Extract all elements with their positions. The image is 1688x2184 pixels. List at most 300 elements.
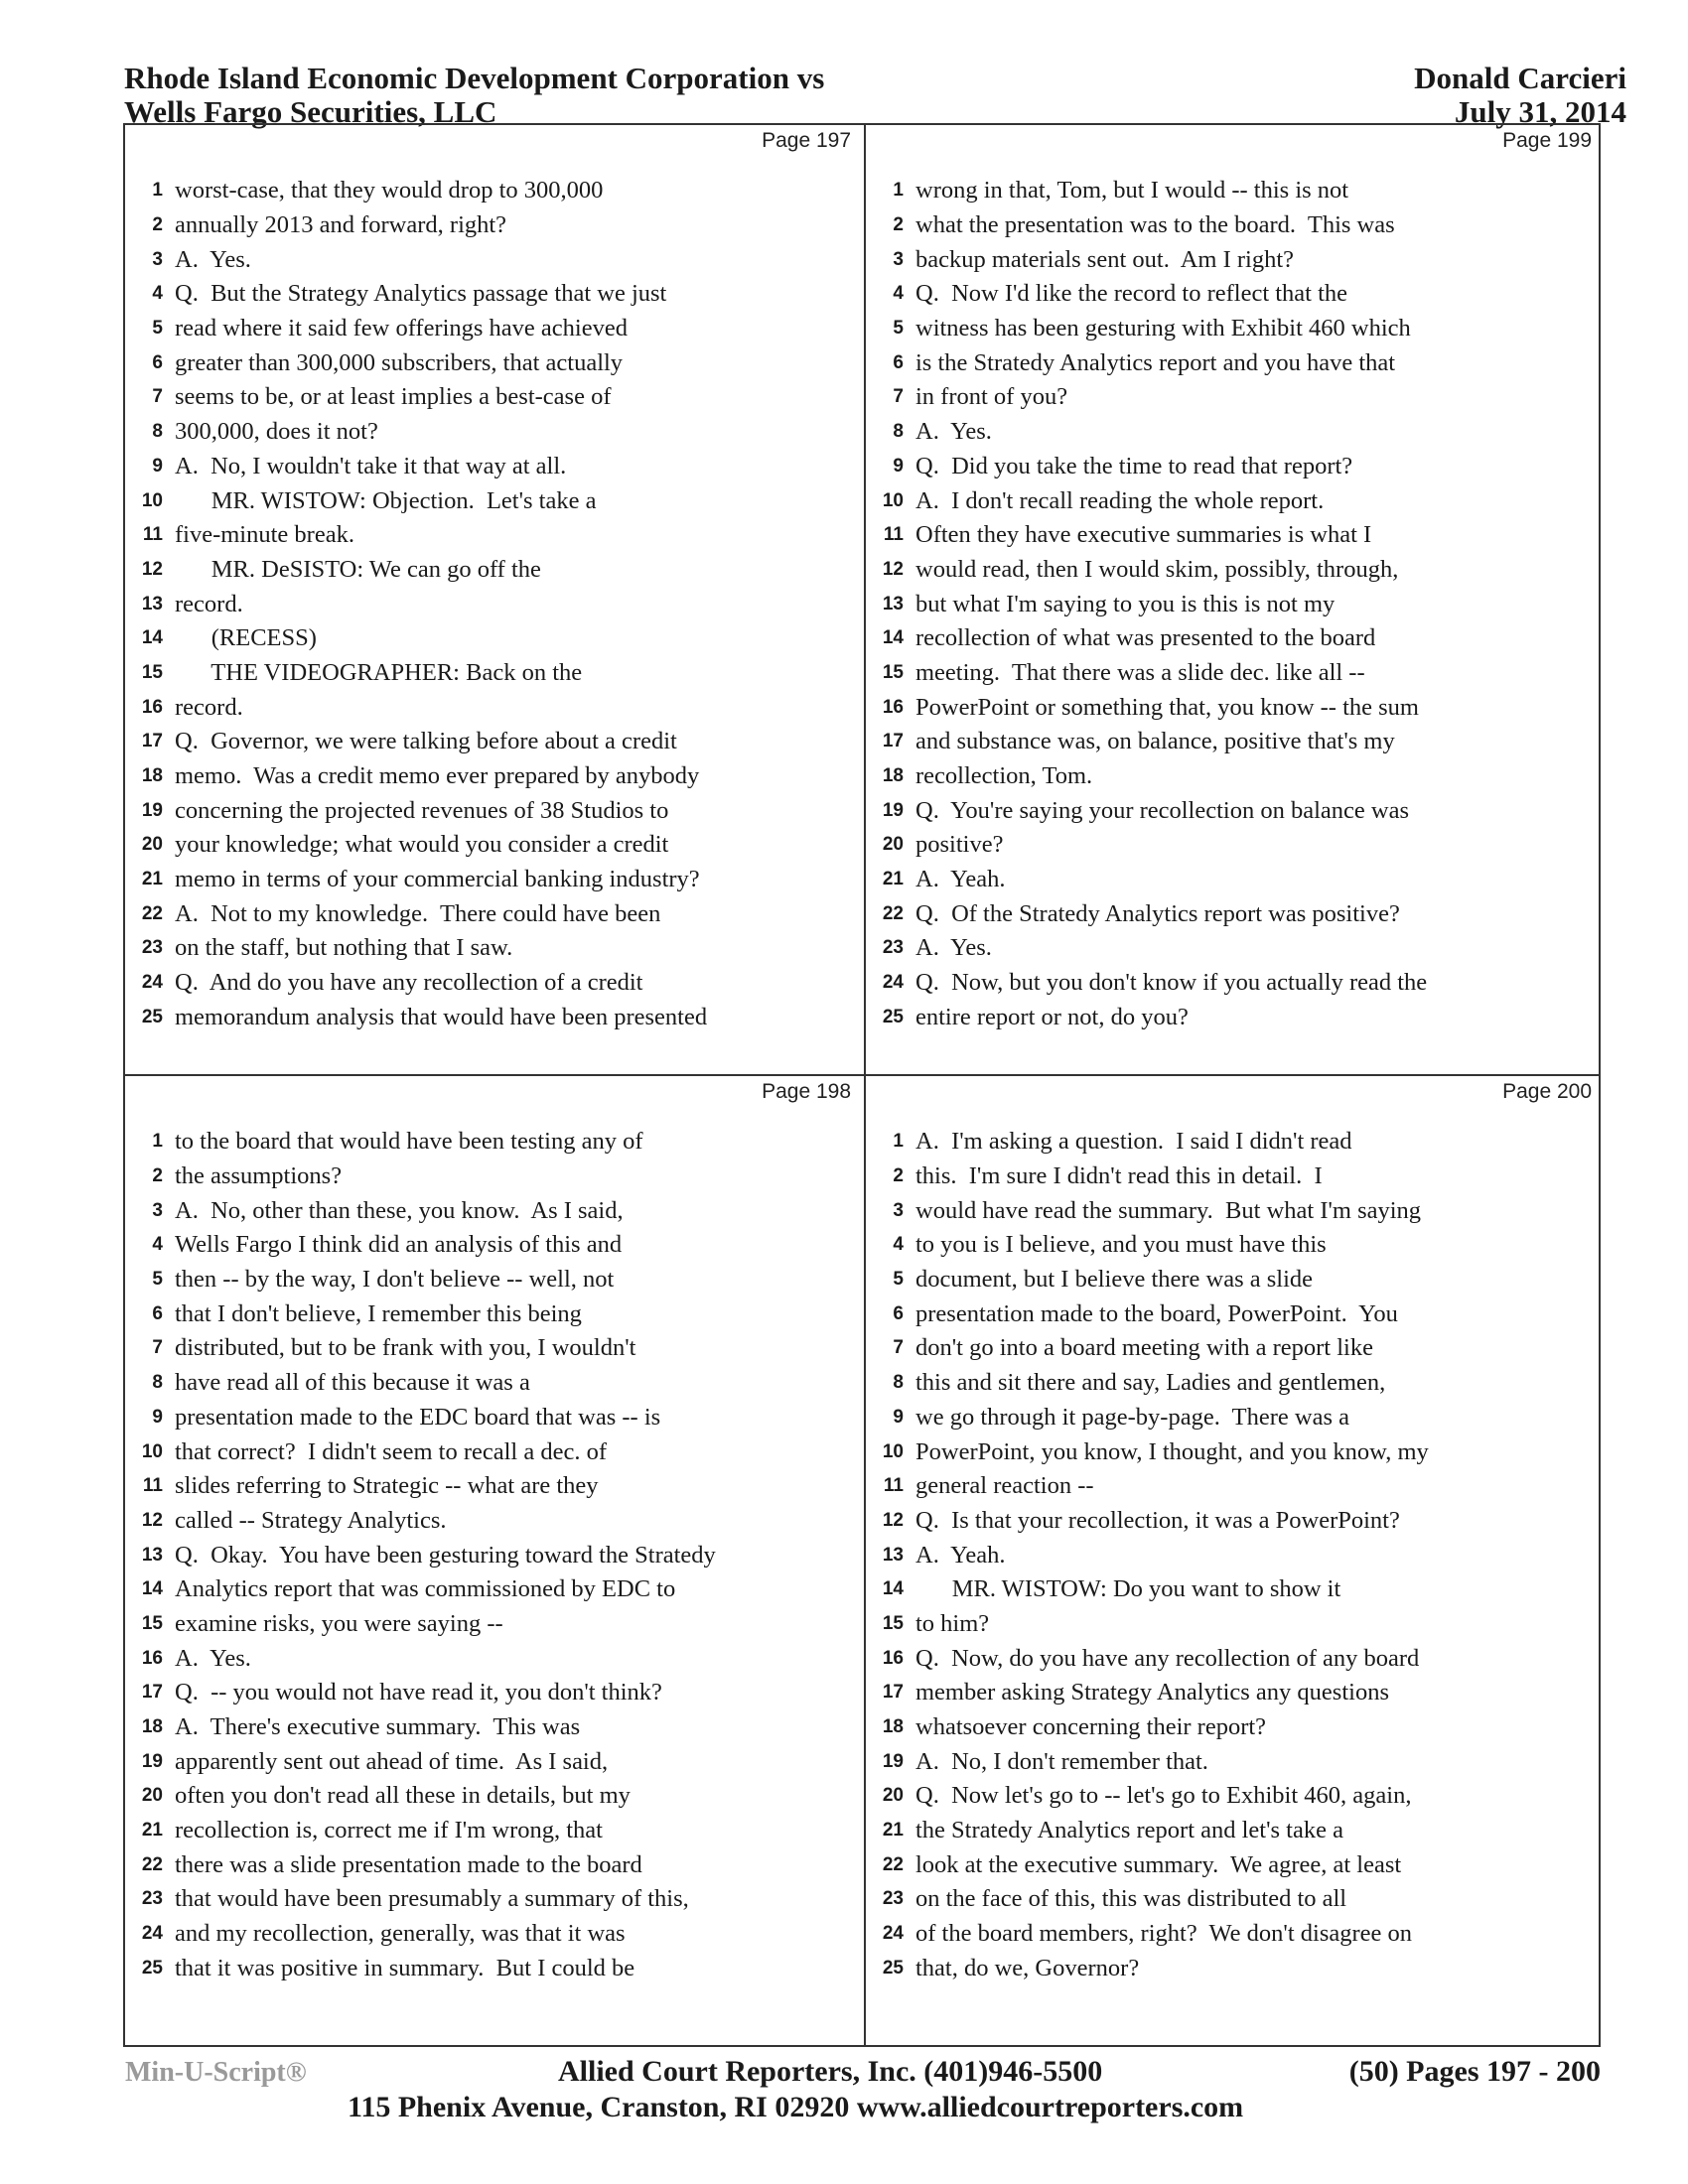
line-number: 20 — [141, 834, 163, 856]
transcript-line — [866, 415, 1604, 450]
line-number: 12 — [141, 1509, 163, 1531]
line-text: on the staff, but nothing that I saw. — [175, 934, 513, 962]
transcript-line — [125, 415, 863, 450]
line-number: 7 — [152, 1337, 163, 1359]
line-text: MR. DeSISTO: We can go off the — [175, 555, 541, 583]
case-caption — [124, 62, 824, 129]
line-text: and my recollection, generally, was that it was — [175, 1920, 626, 1948]
line-number: 1 — [893, 1131, 904, 1153]
line-text: look at the executive summary. We agree, at least — [915, 1850, 1402, 1878]
line-text: that would have been presumably a summary of this, — [175, 1885, 689, 1913]
transcript-line — [125, 1469, 863, 1504]
line-text: that, do we, Governor? — [915, 1954, 1140, 1981]
transcript-line — [866, 1366, 1604, 1401]
line-text: entire report or not, do you? — [915, 1003, 1189, 1030]
line-number: 23 — [141, 937, 163, 959]
line-number: 23 — [882, 937, 904, 959]
deposition-info — [1414, 62, 1626, 129]
line-number: 2 — [152, 214, 163, 236]
line-text: backup materials sent out. Am I right? — [915, 245, 1295, 273]
line-number: 10 — [882, 489, 904, 511]
line-number: 17 — [141, 731, 163, 752]
transcript-line — [866, 656, 1604, 691]
line-number: 23 — [141, 1888, 163, 1910]
line-number: 25 — [882, 1006, 904, 1027]
line-text: THE VIDEOGRAPHER: Back on the — [175, 658, 583, 686]
line-number: 8 — [893, 1372, 904, 1394]
transcript-line — [125, 828, 863, 863]
transcript-line — [866, 896, 1604, 931]
line-text: five-minute break. — [175, 521, 354, 549]
line-text: don't go into a board meeting with a report like — [915, 1334, 1373, 1362]
transcript-page — [866, 1076, 1604, 2025]
line-number: 24 — [141, 972, 163, 994]
line-text: Q. Okay. You have been gesturing toward the Stratedy — [175, 1541, 716, 1569]
line-text: would have read the summary. But what I'm saying — [915, 1196, 1422, 1224]
transcript-line — [125, 1331, 863, 1366]
line-number: 21 — [882, 1820, 904, 1842]
line-number: 16 — [882, 1647, 904, 1669]
line-number: 6 — [893, 1302, 904, 1324]
page-number-label: Page 200 — [1502, 1080, 1592, 1103]
transcript-line — [866, 1710, 1604, 1745]
line-number: 25 — [141, 1006, 163, 1027]
line-text: Q. And do you have any recollection of a credit — [175, 969, 643, 997]
transcript-line — [866, 553, 1604, 588]
footer-address: 115 Phenix Avenue, Cranston, RI 02920 www.alliedcourtreporters.com — [348, 2091, 1244, 2123]
line-number: 25 — [141, 1957, 163, 1979]
line-number: 3 — [893, 248, 904, 270]
line-text: to the board that would have been testing any of — [175, 1128, 643, 1156]
line-text: worst-case, that they would drop to 300,000 — [175, 177, 604, 205]
line-text: greater than 300,000 subscribers, that actually — [175, 348, 624, 376]
line-text: on the face of this, this was distributed to all — [915, 1885, 1347, 1913]
transcript-line — [866, 1744, 1604, 1779]
line-text: wrong in that, Tom, but I would -- this is not — [915, 177, 1349, 205]
line-text: A. Yes. — [175, 1644, 251, 1672]
line-number: 17 — [882, 1682, 904, 1704]
transcript-line — [125, 345, 863, 380]
line-number: 21 — [141, 869, 163, 890]
transcript-line — [125, 1572, 863, 1607]
transcript-line — [866, 1641, 1604, 1676]
line-text: called -- Strategy Analytics. — [175, 1506, 447, 1534]
line-text: that I don't believe, I remember this being — [175, 1299, 582, 1327]
line-number: 15 — [882, 1612, 904, 1634]
transcript-line — [125, 1434, 863, 1469]
line-number: 4 — [152, 283, 163, 305]
transcript-line — [866, 725, 1604, 759]
transcript-line — [125, 1297, 863, 1331]
transcript-line — [125, 759, 863, 794]
page-number-label: Page 198 — [762, 1080, 851, 1103]
line-text: there was a slide presentation made to the board — [175, 1850, 642, 1878]
line-text: A. Yeah. — [915, 1541, 1006, 1569]
line-number: 24 — [141, 1923, 163, 1945]
line-text: to you is I believe, and you must have this — [915, 1231, 1327, 1259]
line-text: Q. Now, do you have any recollection of any board — [915, 1644, 1420, 1672]
line-text: memo in terms of your commercial banking industry? — [175, 866, 700, 893]
transcript-line — [125, 174, 863, 208]
line-number: 22 — [882, 902, 904, 924]
line-text: A. No, I wouldn't take it that way at all. — [175, 452, 567, 479]
line-number: 22 — [882, 1853, 904, 1875]
transcript-line — [866, 1001, 1604, 1035]
line-text: the Stratedy Analytics report and let's take a — [915, 1817, 1343, 1844]
line-number: 15 — [141, 1612, 163, 1634]
line-text: A. Not to my knowledge. There could have been — [175, 899, 661, 927]
line-number: 23 — [882, 1888, 904, 1910]
transcript-page — [125, 125, 863, 1074]
transcript-line — [125, 656, 863, 691]
transcript-line — [125, 1814, 863, 1848]
line-number: 1 — [893, 180, 904, 202]
line-text: your knowledge; what would you consider a credit — [175, 831, 669, 859]
line-number: 9 — [152, 455, 163, 477]
line-text: this and sit there and say, Ladies and gentlemen, — [915, 1369, 1386, 1397]
line-number: 20 — [882, 1785, 904, 1807]
line-text: and substance was, on balance, positive that's my — [915, 728, 1395, 755]
line-number: 7 — [152, 386, 163, 408]
transcript-line — [866, 208, 1604, 243]
line-number: 8 — [152, 421, 163, 443]
line-text: the assumptions? — [175, 1162, 343, 1190]
transcript-line — [866, 277, 1604, 312]
line-text: Q. Is that your recollection, it was a PowerPoint? — [915, 1506, 1400, 1534]
line-number: 1 — [152, 1131, 163, 1153]
transcript-lines — [125, 174, 863, 1034]
line-number: 8 — [152, 1372, 163, 1394]
transcript-line — [866, 1193, 1604, 1228]
line-text: MR. WISTOW: Objection. Let's take a — [175, 486, 597, 514]
line-text: distributed, but to be frank with you, I wouldn't — [175, 1334, 636, 1362]
line-text: record. — [175, 693, 243, 721]
line-number: 24 — [882, 1923, 904, 1945]
transcript-line — [125, 450, 863, 484]
line-text: MR. WISTOW: Do you want to show it — [915, 1575, 1341, 1603]
transcript-line — [866, 1125, 1604, 1160]
transcript-line — [866, 1331, 1604, 1366]
line-text: record. — [175, 590, 243, 617]
line-text: memorandum analysis that would have been presented — [175, 1003, 708, 1030]
line-text: recollection, Tom. — [915, 762, 1093, 790]
transcript-line — [125, 966, 863, 1001]
line-text: Q. Now I'd like the record to reflect that the — [915, 280, 1348, 308]
transcript-line — [125, 931, 863, 966]
line-number: 7 — [893, 1337, 904, 1359]
line-number: 10 — [141, 1440, 163, 1462]
line-text: is the Stratedy Analytics report and you have that — [915, 348, 1396, 376]
line-text: PowerPoint, you know, I thought, and you know, my — [915, 1437, 1429, 1465]
line-number: 15 — [141, 661, 163, 683]
line-number: 25 — [882, 1957, 904, 1979]
line-text: Q. Now, but you don't know if you actually read the — [915, 969, 1428, 997]
line-text: 300,000, does it not? — [175, 418, 378, 446]
line-text: Q. Now let's go to -- let's go to Exhibit 460, again, — [915, 1782, 1412, 1810]
transcript-line — [866, 1607, 1604, 1642]
transcript-line — [125, 312, 863, 346]
transcript-line — [866, 863, 1604, 897]
line-text: Wells Fargo I think did an analysis of this and — [175, 1231, 623, 1259]
line-text: positive? — [915, 831, 1004, 859]
line-number: 14 — [141, 627, 163, 649]
transcript-line — [866, 587, 1604, 621]
transcript-line — [125, 1160, 863, 1194]
case-title-line2: Wells Fargo Securities, LLC — [124, 94, 497, 129]
transcript-line — [125, 1228, 863, 1263]
line-text: general reaction -- — [915, 1472, 1094, 1500]
transcript-line — [866, 1469, 1604, 1504]
line-number: 19 — [882, 1750, 904, 1772]
line-number: 19 — [141, 799, 163, 821]
footer-page-range: (50) Pages 197 - 200 — [1348, 2055, 1601, 2088]
page-number-label: Page 199 — [1502, 129, 1592, 152]
transcript-line — [125, 896, 863, 931]
line-number: 18 — [141, 765, 163, 787]
transcript-line — [866, 1401, 1604, 1435]
line-text: A. Yeah. — [915, 866, 1006, 893]
transcript-line — [866, 1676, 1604, 1710]
line-text: member asking Strategy Analytics any questions — [915, 1679, 1389, 1706]
line-text: Q. Did you take the time to read that report? — [915, 452, 1353, 479]
line-number: 24 — [882, 972, 904, 994]
line-number: 5 — [152, 318, 163, 340]
page-number-label: Page 197 — [762, 129, 851, 152]
line-text: PowerPoint or something that, you know -- the sum — [915, 693, 1419, 721]
line-number: 5 — [893, 318, 904, 340]
line-number: 14 — [141, 1578, 163, 1600]
line-number: 21 — [882, 869, 904, 890]
line-text: then -- by the way, I don't believe -- well, not — [175, 1266, 615, 1294]
transcript-line — [125, 1401, 863, 1435]
transcript-line — [125, 1847, 863, 1882]
line-text: slides referring to Strategic -- what are they — [175, 1472, 599, 1500]
line-number: 18 — [882, 765, 904, 787]
line-text: that it was positive in summary. But I could be — [175, 1954, 635, 1981]
line-number: 11 — [142, 1475, 163, 1497]
line-text: apparently sent out ahead of time. As I said, — [175, 1747, 609, 1775]
line-number: 4 — [893, 1234, 904, 1256]
line-text: presentation made to the board, PowerPoint. You — [915, 1299, 1398, 1327]
line-text: have read all of this because it was a — [175, 1369, 530, 1397]
line-number: 9 — [893, 1406, 904, 1428]
line-number: 3 — [152, 248, 163, 270]
line-number: 18 — [882, 1716, 904, 1738]
transcript-line — [866, 242, 1604, 277]
transcript-line — [866, 1297, 1604, 1331]
line-text: read where it said few offerings have achieved — [175, 315, 628, 342]
line-text: annually 2013 and forward, right? — [175, 211, 507, 239]
line-text: (RECESS) — [175, 624, 317, 652]
line-number: 13 — [882, 593, 904, 614]
line-number: 22 — [141, 1853, 163, 1875]
line-text: of the board members, right? We don't disagree on — [915, 1920, 1413, 1948]
line-text: would read, then I would skim, possibly, through, — [915, 555, 1399, 583]
line-number: 22 — [141, 902, 163, 924]
transcript-line — [125, 208, 863, 243]
line-text: Analytics report that was commissioned by EDC to — [175, 1575, 676, 1603]
witness-name: Donald Carcieri — [1414, 61, 1626, 95]
line-text: but what I'm saying to you is this is not my — [915, 590, 1336, 617]
line-text: A. I'm asking a question. I said I didn't read — [915, 1128, 1352, 1156]
line-text: in front of you? — [915, 383, 1068, 411]
transcript-line — [125, 1917, 863, 1952]
transcript-page — [866, 125, 1604, 1074]
transcript-line — [866, 1779, 1604, 1814]
transcript-line — [866, 380, 1604, 415]
transcript-line — [866, 450, 1604, 484]
line-text: document, but I believe there was a slide — [915, 1266, 1314, 1294]
line-number: 11 — [142, 524, 163, 546]
transcript-line — [866, 174, 1604, 208]
transcript-line — [866, 345, 1604, 380]
line-number: 2 — [893, 214, 904, 236]
line-number: 13 — [882, 1544, 904, 1566]
transcript-line — [866, 621, 1604, 656]
line-number: 9 — [152, 1406, 163, 1428]
transcript-line — [866, 1263, 1604, 1297]
line-number: 12 — [882, 1509, 904, 1531]
transcript-line — [866, 793, 1604, 828]
line-number: 13 — [141, 1544, 163, 1566]
line-number: 15 — [882, 661, 904, 683]
transcript-line — [125, 380, 863, 415]
transcript-line — [125, 1744, 863, 1779]
transcript-line — [125, 242, 863, 277]
line-number: 14 — [882, 1578, 904, 1600]
line-number: 10 — [141, 489, 163, 511]
transcript-line — [125, 1001, 863, 1035]
line-number: 4 — [893, 283, 904, 305]
line-text: Q. Governor, we were talking before about a credit — [175, 728, 677, 755]
transcript-line — [866, 1847, 1604, 1882]
transcript-line — [866, 1160, 1604, 1194]
line-text: examine risks, you were saying -- — [175, 1609, 503, 1637]
line-text: A. No, I don't remember that. — [915, 1747, 1208, 1775]
transcript-line — [125, 1125, 863, 1160]
transcript-line — [866, 1952, 1604, 1986]
line-number: 13 — [141, 593, 163, 614]
transcript-line — [125, 1607, 863, 1642]
line-number: 6 — [152, 1302, 163, 1324]
line-text: Q. -- you would not have read it, you don't think? — [175, 1679, 662, 1706]
transcript-line — [125, 793, 863, 828]
transcript-line — [866, 1504, 1604, 1539]
line-number: 19 — [882, 799, 904, 821]
line-text: to him? — [915, 1609, 990, 1637]
transcript-line — [866, 1228, 1604, 1263]
line-number: 8 — [893, 421, 904, 443]
line-number: 11 — [883, 524, 904, 546]
line-text: Often they have executive summaries is what I — [915, 521, 1372, 549]
transcript-line — [125, 1193, 863, 1228]
line-number: 12 — [141, 558, 163, 580]
transcript-line — [125, 1504, 863, 1539]
line-text: this. I'm sure I didn't read this in detail. I — [915, 1162, 1323, 1190]
line-number: 20 — [882, 834, 904, 856]
line-text: memo. Was a credit memo ever prepared by anybody — [175, 762, 700, 790]
line-text: A. Yes. — [915, 418, 992, 446]
line-text: often you don't read all these in details, but my — [175, 1782, 631, 1810]
transcript-line — [866, 1882, 1604, 1917]
transcript-line — [125, 483, 863, 518]
transcript-line — [866, 828, 1604, 863]
case-title-line1: Rhode Island Economic Development Corporation vs — [124, 61, 825, 95]
transcript-line — [866, 931, 1604, 966]
transcript-grid — [123, 123, 1601, 2047]
line-text: what the presentation was to the board. This was — [915, 211, 1395, 239]
transcript-line — [866, 518, 1604, 553]
transcript-lines — [866, 174, 1604, 1034]
line-number: 12 — [882, 558, 904, 580]
line-text: meeting. That there was a slide dec. like all -- — [915, 658, 1365, 686]
transcript-line — [125, 1882, 863, 1917]
transcript-line — [125, 690, 863, 725]
transcript-lines — [125, 1125, 863, 1985]
footer-brand: Min-U-Script® — [125, 2057, 307, 2088]
line-text: that correct? I didn't seem to recall a dec. of — [175, 1437, 607, 1465]
transcript-line — [125, 553, 863, 588]
transcript-line — [125, 1263, 863, 1297]
line-text: A. I don't recall reading the whole report. — [915, 486, 1325, 514]
transcript-line — [866, 1434, 1604, 1469]
transcript-line — [866, 690, 1604, 725]
line-number: 2 — [152, 1165, 163, 1187]
line-number: 2 — [893, 1165, 904, 1187]
transcript-line — [866, 1917, 1604, 1952]
line-text: Q. You're saying your recollection on balance was — [915, 796, 1410, 824]
line-text: recollection of what was presented to the board — [915, 624, 1376, 652]
transcript-line — [125, 1710, 863, 1745]
line-text: whatsoever concerning their report? — [915, 1713, 1267, 1741]
transcript-line — [125, 863, 863, 897]
line-number: 9 — [893, 455, 904, 477]
transcript-line — [125, 277, 863, 312]
transcript-line — [125, 1366, 863, 1401]
deposition-date: July 31, 2014 — [1454, 94, 1626, 129]
line-text: A. Yes. — [175, 245, 251, 273]
transcript-page — [125, 1076, 863, 2025]
line-number: 5 — [152, 1269, 163, 1291]
transcript-line — [866, 1572, 1604, 1607]
line-number: 6 — [893, 351, 904, 373]
line-text: A. Yes. — [915, 934, 992, 962]
line-text: presentation made to the EDC board that was -- is — [175, 1403, 661, 1431]
line-text: A. No, other than these, you know. As I said, — [175, 1196, 624, 1224]
line-number: 3 — [893, 1199, 904, 1221]
transcript-line — [866, 1814, 1604, 1848]
line-number: 10 — [882, 1440, 904, 1462]
transcript-line — [125, 587, 863, 621]
transcript-line — [866, 966, 1604, 1001]
transcript-line — [125, 1538, 863, 1572]
line-text: Q. Of the Stratedy Analytics report was positive? — [915, 899, 1400, 927]
transcript-line — [866, 483, 1604, 518]
line-text: recollection is, correct me if I'm wrong, that — [175, 1817, 603, 1844]
transcript-line — [125, 621, 863, 656]
line-number: 21 — [141, 1820, 163, 1842]
line-number: 19 — [141, 1750, 163, 1772]
transcript-line — [125, 1779, 863, 1814]
line-number: 11 — [883, 1475, 904, 1497]
line-number: 3 — [152, 1199, 163, 1221]
footer-reporter: Allied Court Reporters, Inc. (401)946-5500 — [558, 2055, 1103, 2088]
transcript-line — [125, 1676, 863, 1710]
line-number: 14 — [882, 627, 904, 649]
line-number: 4 — [152, 1234, 163, 1256]
transcript-lines — [866, 1125, 1604, 1985]
line-text: A. There's executive summary. This was — [175, 1713, 581, 1741]
